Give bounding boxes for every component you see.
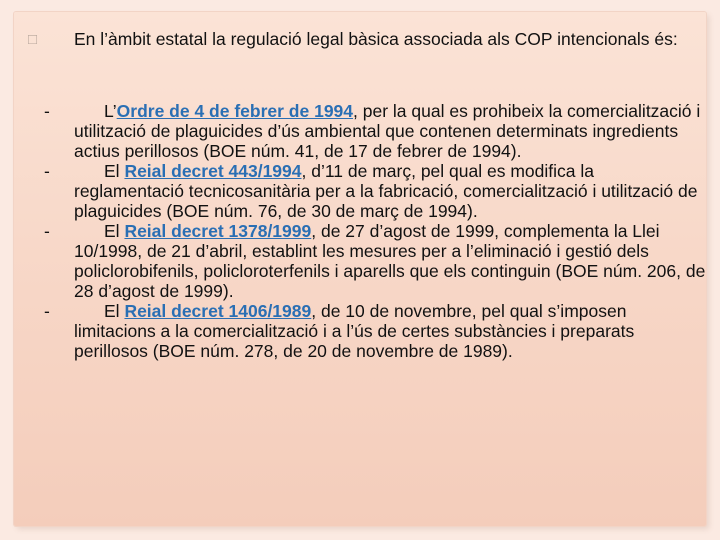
item-suffix: , de 10 de novembre, pel qual s’imposen limitacions a la comercialització i a l’ús de certes substàncies i preparats perillosos (BOE núm. 278, de 20 de novembre de 1989). — [74, 301, 635, 361]
item-prefix: L’ — [104, 101, 117, 121]
item-suffix: , d’11 de març, pel qual es modifica la reglamentació tecnicosanitària per a la fabricació, comercialització i utilització de plaguicides (BOE núm. 76, de 30 de març de 1994). — [74, 161, 698, 221]
box-bullet-icon: □ — [28, 31, 38, 48]
intro-row — [28, 29, 678, 49]
list-item — [28, 101, 708, 161]
regulation-list — [28, 101, 708, 361]
regulation-link[interactable]: Reial decret 1378/1999 — [124, 221, 312, 241]
item-text — [74, 101, 708, 161]
item-text — [74, 221, 708, 301]
dash-marker: - — [44, 221, 50, 241]
regulation-link[interactable]: Reial decret 1406/1989 — [124, 301, 312, 321]
item-suffix: , de 27 d’agost de 1999, complementa la Llei 10/1998, de 21 d’abril, establint les mesures per a l’eliminació i gestió dels policlorobifenils, policloroterfenils i aparells que els continguin (BOE núm. 206, de 28 d’agost de 1999). — [74, 221, 706, 301]
item-text — [74, 301, 708, 361]
intro-text: En l’àmbit estatal la regulació legal bàsica associada als COP intencionals és: — [74, 29, 678, 49]
item-prefix: El — [104, 221, 125, 241]
item-text — [74, 161, 708, 221]
list-item — [28, 221, 708, 301]
content-panel — [14, 12, 706, 526]
dash-marker: - — [44, 301, 50, 321]
item-prefix: El — [104, 161, 125, 181]
item-suffix: , per la qual es prohibeix la comercialització i utilització de plaguicides d’ús ambiental que contenen determinats ingredients actius perillosos (BOE núm. 41, de 17 de febrer de 1994). — [74, 101, 701, 161]
item-prefix: El — [104, 301, 125, 321]
list-item — [28, 301, 708, 361]
dash-marker: - — [44, 161, 50, 181]
regulation-link[interactable]: Reial decret 443/1994 — [124, 161, 302, 181]
list-item — [28, 161, 708, 221]
regulation-link[interactable]: Ordre de 4 de febrer de 1994 — [116, 101, 354, 121]
dash-marker: - — [44, 101, 50, 121]
